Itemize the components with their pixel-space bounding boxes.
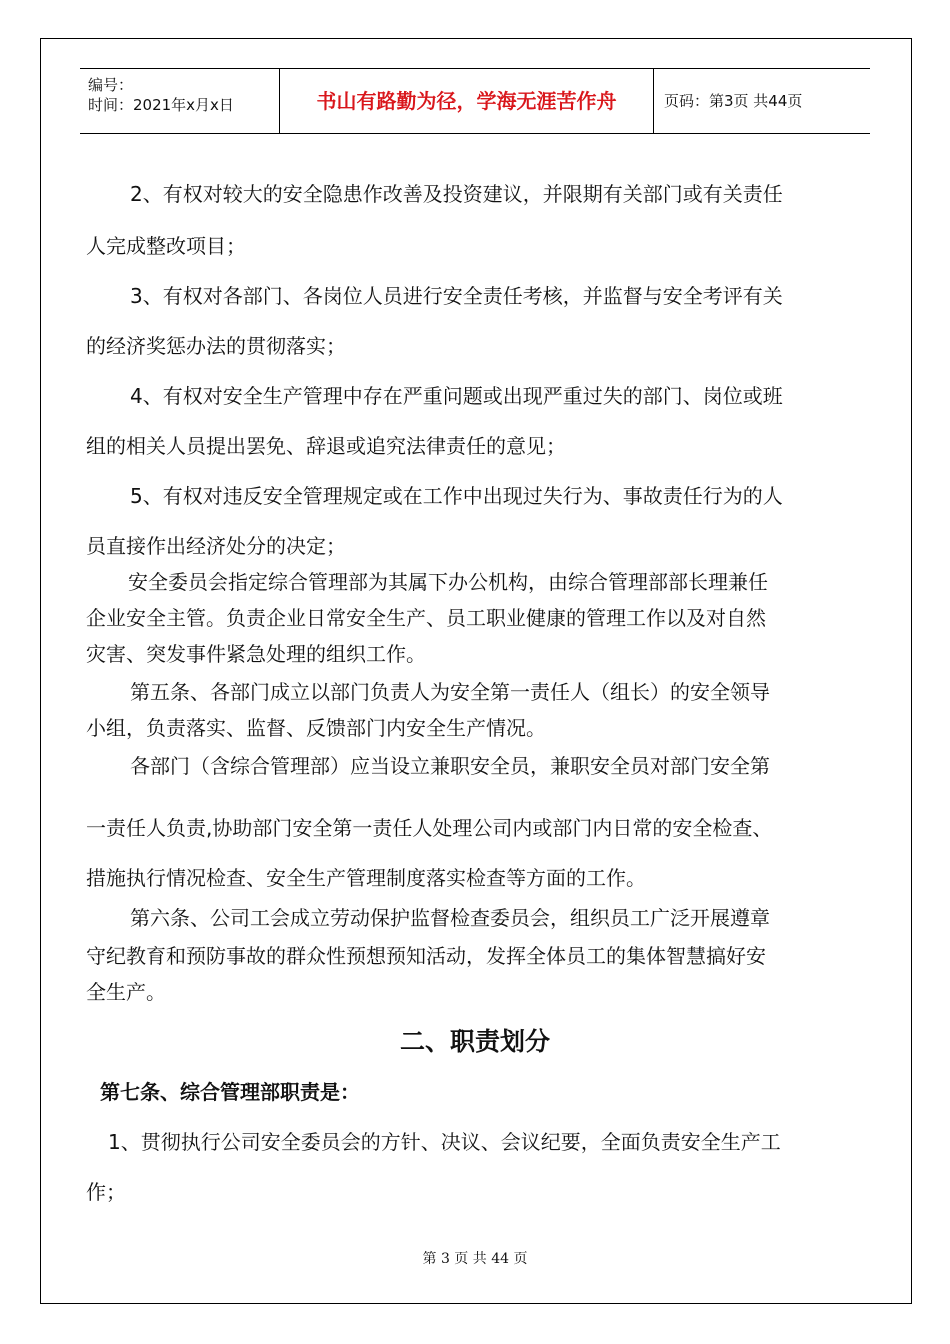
body-line: 的经济奖惩办法的贯彻落实； <box>86 334 346 358</box>
header-meta <box>80 69 280 133</box>
body-line: 企业安全主管。负责企业日常安全生产、员工职业健康的管理工作以及对自然 <box>86 606 766 630</box>
body-line: 第五条、各部门成立以部门负责人为安全第一责任人（组长）的安全领导 <box>130 680 770 704</box>
body-line: 4、有权对安全生产管理中存在严重问题或出现严重过失的部门、岗位或班 <box>130 384 783 408</box>
body-line: 1、贯彻执行公司安全委员会的方针、决议、会议纪要，全面负责安全生产工 <box>108 1130 781 1154</box>
date-label: 时间：2021年x月x日 <box>88 96 234 114</box>
body-line: 3、有权对各部门、各岗位人员进行安全责任考核，并监督与安全考评有关 <box>130 284 783 308</box>
body-line: 2、有权对较大的安全隐患作改善及投资建议，并限期有关部门或有关责任 <box>130 182 783 206</box>
section-title: 二、职责划分 <box>399 1027 550 1056</box>
body-line: 灾害、突发事件紧急处理的组织工作。 <box>86 642 426 666</box>
body-line: 员直接作出经济处分的决定； <box>86 534 346 558</box>
header-page-info: 页码：第3页 共44页 <box>664 92 803 110</box>
body-line: 第六条、公司工会成立劳动保护监督检查委员会，组织员工广泛开展遵章 <box>130 906 770 930</box>
body-line: 作； <box>86 1180 126 1204</box>
body-line: 人完成整改项目； <box>86 234 246 258</box>
body-line: 一责任人负责,协助部门安全第一责任人处理公司内或部门内日常的安全检查、 <box>86 816 773 840</box>
body-line: 小组，负责落实、监督、反馈部门内安全生产情况。 <box>86 716 546 740</box>
body-line: 守纪教育和预防事故的群众性预想预知活动，发挥全体员工的集体智慧搞好安 <box>86 944 766 968</box>
body-line: 安全委员会指定综合管理部为其属下办公机构，由综合管理部部长理兼任 <box>128 570 768 594</box>
body-line: 全生产。 <box>86 980 166 1004</box>
body-line: 5、有权对违反安全管理规定或在工作中出现过失行为、事故责任行为的人 <box>130 484 783 508</box>
body-line: 各部门（含综合管理部）应当设立兼职安全员，兼职安全员对部门安全第 <box>130 754 770 778</box>
page-border <box>40 38 912 1304</box>
header-motto: 书山有路勤为径，学海无涯苦作舟 <box>280 69 654 133</box>
body-line: 组的相关人员提出罢免、辞退或追究法律责任的意见； <box>86 434 566 458</box>
page-header <box>80 68 870 134</box>
body-line: 措施执行情况检查、安全生产管理制度落实检查等方面的工作。 <box>86 866 646 890</box>
article-heading: 第七条、综合管理部职责是： <box>100 1080 360 1104</box>
page-footer: 第 3 页 共 44 页 <box>422 1251 528 1267</box>
serial-number-label: 编号： <box>88 76 134 94</box>
